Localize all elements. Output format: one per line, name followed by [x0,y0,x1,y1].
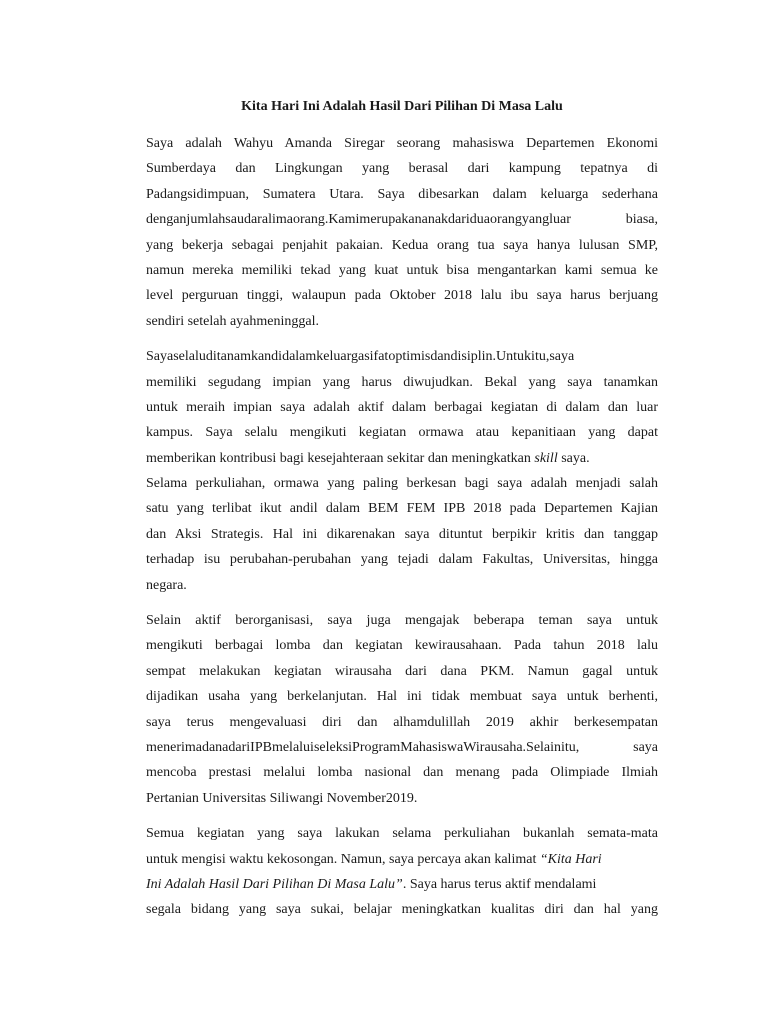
line-text: denganjumlahsaudaralimaorang.Kamimerupakananakdariduaorangyangluar biasa, [146,212,658,228]
line-text: menerimadanadariIPBmelaluiseleksiProgramMahasiswaWirausaha.Selainitu, saya [146,739,658,755]
line-text: Selain aktif berorganisasi, saya juga mengajak beberapa teman saya untuk [146,613,658,629]
line-suffix: . Saya harus terus aktif mendalami [402,876,597,892]
text-line [146,573,658,598]
line-text: untuk meraih impian saya adalah aktif dalam berbagai kegiatan di dalam dan luar [146,399,658,415]
line-text: dijadikan usaha yang berkelanjutan. Hal ini tidak membuat saya untuk berhenti, [146,689,658,705]
line-text: kampus. Saya selalu mengikuti kegiatan ormawa atau kepanitiaan yang dapat [146,425,658,441]
text-line [146,309,658,334]
italic-text: Ini Adalah Hasil Dari Pilihan Di Masa Lalu” [146,876,403,892]
italic-text: skill [534,450,558,466]
text-line [146,735,658,760]
text-line [146,821,658,846]
text-line [146,897,658,922]
text-line [146,207,658,232]
paragraph [146,344,658,598]
line-text: namun mereka memiliki tekad yang kuat untuk bisa mengantarkan kami semua ke [146,262,658,278]
text-line [146,446,658,471]
text-line [146,395,658,420]
line-text: terhadap isu perubahan-perubahan yang tejadi dalam Fakultas, Universitas, hingga [146,552,658,568]
line-text: satu yang terlibat ikut andil dalam BEM FEM IPB 2018 pada Departemen Kajian [146,501,658,517]
paragraph [146,821,658,923]
document-body [146,131,658,923]
text-line [146,131,658,156]
text-line [146,760,658,785]
line-text: mengikuti berbagai lomba dan kegiatan kewirausahaan. Pada tahun 2018 lalu [146,638,658,654]
text-line [146,233,658,258]
line-text: sempat melakukan kegiatan wirausaha dari dana PKM. Namun gagal untuk [146,663,658,679]
text-line [146,471,658,496]
text-line [146,684,658,709]
document-title: Kita Hari Ini Adalah Hasil Dari Pilihan Di Masa Lalu [241,99,563,114]
text-line [146,786,658,811]
line-text: negara. [146,577,187,593]
line-text: saya terus mengevaluasi diri dan alhamdulillah 2019 akhir berkesempatan [146,714,658,730]
document-page [146,96,658,933]
line-text: Sayaselaluditanamkandidalamkeluargasifatoptimisdandisiplin.Untukitu,saya [146,349,575,365]
line-text: untuk mengisi waktu kekosongan. Namun, saya percaya akan kalimat [146,851,537,867]
text-line [146,608,658,633]
line-text: sendiri setelah ayahmeninggal. [146,313,319,329]
line-suffix: saya. [557,450,590,466]
line-text: Saya adalah Wahyu Amanda Siregar seorang mahasiswa Departemen Ekonomi [146,136,658,151]
text-line [146,633,658,658]
line-text: mencoba prestasi melalui lomba nasional dan menang pada Olimpiade Ilmiah [146,765,658,781]
text-line [146,847,658,872]
line-text: memiliki segudang impian yang harus diwujudkan. Bekal yang saya tanamkan [146,374,658,390]
line-text: Sumberdaya dan Lingkungan yang berasal dari kampung tepatnya di [146,161,658,177]
text-line [146,420,658,445]
text-line [146,659,658,684]
text-line [146,547,658,572]
text-line [146,156,658,181]
text-line [146,522,658,547]
text-line [146,872,658,897]
text-line [146,344,658,369]
line-text: dan Aksi Strategis. Hal ini dikarenakan saya dituntut berpikir kritis dan tanggap [146,526,658,542]
text-line [146,283,658,308]
paragraph [146,131,658,334]
text-line [146,370,658,395]
italic-text: “Kita Hari [536,851,602,867]
text-line [146,182,658,207]
text-line [146,258,658,283]
line-text: segala bidang yang saya sukai, belajar meningkatkan kualitas diri dan hal yang [146,902,658,918]
line-text: Pertanian Universitas Siliwangi November2019. [146,790,418,806]
line-text: yang bekerja sebagai penjahit pakaian. Kedua orang tua saya hanya lulusan SMP, [146,237,658,253]
text-line [146,496,658,521]
line-text: level perguruan tinggi, walaupun pada Oktober 2018 lalu ibu saya harus berjuang [146,288,658,304]
line-text: Padangsidimpuan, Sumatera Utara. Saya dibesarkan dalam keluarga sederhana [146,186,658,202]
line-text: memberikan kontribusi bagi kesejahteraan sekitar dan meningkatkan [146,450,531,466]
text-line [146,710,658,735]
line-text: Semua kegiatan yang saya lakukan selama perkuliahan bukanlah semata-mata [146,826,658,842]
paragraph [146,608,658,811]
line-text: Selama perkuliahan, ormawa yang paling berkesan bagi saya adalah menjadi salah [146,476,658,492]
